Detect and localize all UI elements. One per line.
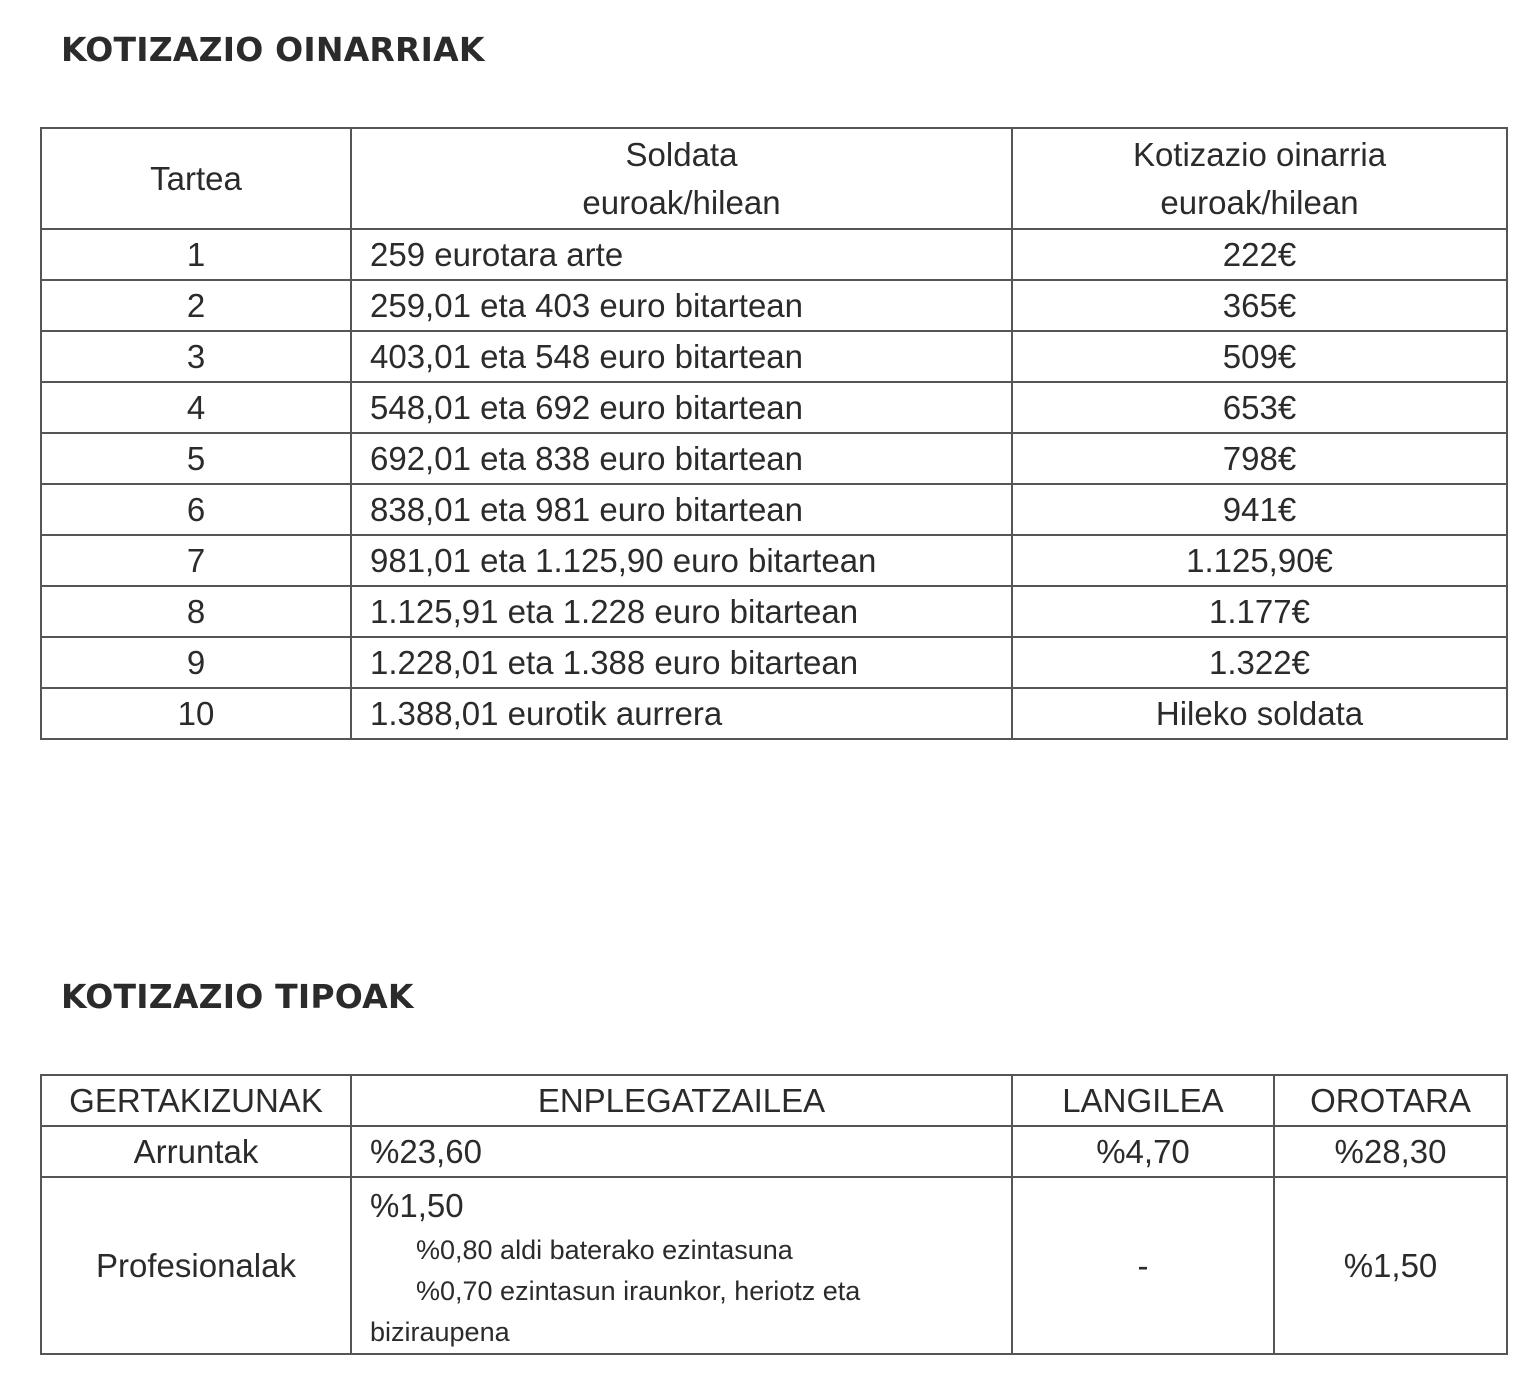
cell-oinarria: 1.322€ (1012, 637, 1507, 688)
table-header-row (41, 1075, 1507, 1126)
table-row (41, 229, 1507, 280)
cell-oinarria: 941€ (1012, 484, 1507, 535)
header-oinarria-line1: Kotizazio oinarria (1132, 135, 1387, 173)
cell-soldata: 403,01 eta 548 euro bitartean (351, 331, 1012, 382)
header-orotara: OROTARA (1274, 1075, 1507, 1126)
cell-enplegatzailea (351, 1177, 1012, 1354)
table-row-arruntak (41, 1126, 1507, 1177)
kotizazio-tipoak-table (40, 1074, 1508, 1355)
table-row (41, 433, 1507, 484)
cell-soldata: 259,01 eta 403 euro bitartean (351, 280, 1012, 331)
cell-langilea: %4,70 (1012, 1126, 1274, 1177)
cell-soldata: 692,01 eta 838 euro bitartean (351, 433, 1012, 484)
cell-oinarria: 509€ (1012, 331, 1507, 382)
cell-gertakizuna: Profesionalak (41, 1177, 351, 1354)
table-row (41, 280, 1507, 331)
header-langilea: LANGILEA (1012, 1075, 1274, 1126)
cell-langilea: - (1012, 1177, 1274, 1354)
table-header-row (41, 128, 1507, 229)
header-enplegatzailea: ENPLEGATZAILEA (351, 1075, 1012, 1126)
header-oinarria-line2: euroak/hilean (1160, 183, 1359, 221)
cell-soldata: 1.125,91 eta 1.228 euro bitartean (351, 586, 1012, 637)
cell-soldata: 1.388,01 eurotik aurrera (351, 688, 1012, 739)
cell-tartea: 4 (41, 382, 351, 433)
cell-oinarria: 653€ (1012, 382, 1507, 433)
cell-tartea: 6 (41, 484, 351, 535)
header-gertakizunak: GERTAKIZUNAK (41, 1075, 351, 1126)
cell-soldata: 548,01 eta 692 euro bitartean (351, 382, 1012, 433)
cell-tartea: 2 (41, 280, 351, 331)
cell-soldata: 981,01 eta 1.125,90 euro bitartean (351, 535, 1012, 586)
cell-tartea: 7 (41, 535, 351, 586)
kotizazio-oinarriak-table (40, 127, 1508, 740)
cell-tartea: 1 (41, 229, 351, 280)
cell-tartea: 5 (41, 433, 351, 484)
detail-biziraupena: biziraupena (370, 1317, 510, 1347)
cell-soldata: 1.228,01 eta 1.388 euro bitartean (351, 637, 1012, 688)
cell-oinarria: 798€ (1012, 433, 1507, 484)
header-kotizazio-oinarria (1012, 128, 1507, 229)
enplegatzailea-rate: %1,50 (370, 1187, 464, 1224)
section-title-tipoak: KOTIZAZIO TIPOAK (61, 977, 414, 1016)
table-row-profesionalak (41, 1177, 1507, 1354)
detail-aldi-baterako: %0,80 aldi baterako ezintasuna (416, 1235, 793, 1265)
cell-gertakizuna: Arruntak (41, 1126, 351, 1177)
detail-ezintasun-iraunkor: %0,70 ezintasun iraunkor, heriotz eta (416, 1276, 861, 1306)
cell-oinarria: 1.125,90€ (1012, 535, 1507, 586)
cell-oinarria: Hileko soldata (1012, 688, 1507, 739)
cell-tartea: 9 (41, 637, 351, 688)
table-row (41, 484, 1507, 535)
cell-orotara: %1,50 (1274, 1177, 1507, 1354)
header-tartea: Tartea (41, 128, 351, 229)
header-soldata-line2: euroak/hilean (582, 183, 781, 221)
section-title-oinarriak: KOTIZAZIO OINARRIAK (61, 30, 485, 69)
cell-tartea: 8 (41, 586, 351, 637)
cell-tartea: 3 (41, 331, 351, 382)
table-row (41, 688, 1507, 739)
table-row (41, 382, 1507, 433)
table-row (41, 535, 1507, 586)
cell-enplegatzailea: %23,60 (351, 1126, 1012, 1177)
header-soldata-line1: Soldata (625, 135, 738, 173)
cell-orotara: %28,30 (1274, 1126, 1507, 1177)
table-row (41, 586, 1507, 637)
cell-soldata: 259 eurotara arte (351, 229, 1012, 280)
cell-oinarria: 222€ (1012, 229, 1507, 280)
cell-tartea: 10 (41, 688, 351, 739)
cell-oinarria: 365€ (1012, 280, 1507, 331)
table-row (41, 331, 1507, 382)
table-row (41, 637, 1507, 688)
cell-oinarria: 1.177€ (1012, 586, 1507, 637)
cell-soldata: 838,01 eta 981 euro bitartean (351, 484, 1012, 535)
header-soldata (351, 128, 1012, 229)
